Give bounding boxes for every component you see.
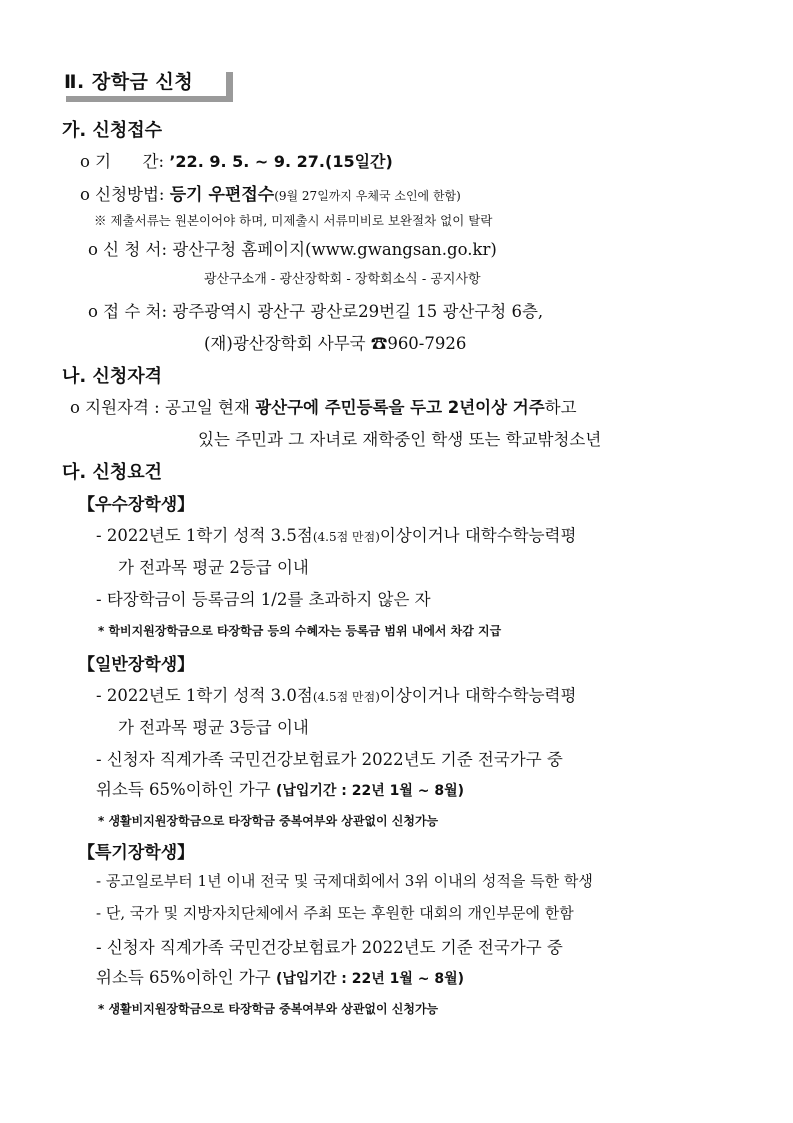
eligibility-text-post: 하고 <box>544 398 577 417</box>
excellent-line3: - 타장학금이 등록금의 1/2를 초과하지 않은 자 <box>96 590 431 609</box>
special-line2: - 단, 국가 및 지방자치단체에서 주최 또는 후원한 대회의 개인부문에 한함 <box>96 904 574 922</box>
excellent-line1-scale: (4.5점 만점) <box>312 530 380 544</box>
section-title: Ⅱ. 장학금 신청 <box>64 71 194 93</box>
eligibility-line2: 있는 주민과 그 자녀로 재학중인 학생 또는 학교밖청소년 <box>198 430 602 449</box>
general-line1-scale: (4.5점 만점) <box>312 690 380 704</box>
excellent-line1: - 2022년도 1학기 성적 3.5점 <box>96 526 313 545</box>
period-value: ’22. 9. 5. ~ 9. 27.(15일간) <box>169 152 393 171</box>
docs-note: ※ 제출서류는 원본이어야 하며, 미제출시 서류미비로 보완절차 없이 탈락 <box>94 213 493 228</box>
general-line1-rest: 이상이거나 대학수학능력평 <box>379 686 577 705</box>
special-line4: 위소득 65%이하인 가구 <box>96 968 271 987</box>
eligibility-text-pre: 공고일 현재 <box>165 398 256 417</box>
heading-eligibility: 나. 신청자격 <box>62 366 163 387</box>
method-label: o 신청방법: <box>80 185 165 204</box>
title-shadow <box>66 96 233 102</box>
excellent-line1-rest: 이상이거나 대학수학능력평 <box>379 526 577 545</box>
general-line1: - 2022년도 1학기 성적 3.0점 <box>96 686 313 705</box>
method-note: (9월 27일까지 우체국 소인에 한함) <box>274 189 461 203</box>
general-line4: 위소득 65%이하인 가구 <box>96 780 271 799</box>
special-line1: - 공고일로부터 1년 이내 전국 및 국제대회에서 3위 이내의 성적을 득한 학생 <box>96 872 593 890</box>
recv-office: (재)광산장학회 사무국 ☎960-7926 <box>204 334 467 353</box>
form-label: o 신 청 서: <box>88 240 168 259</box>
heading-application: 가. 신청접수 <box>62 120 163 141</box>
general-line3: - 신청자 직계가족 국민건강보험료가 2022년도 기준 전국가구 중 <box>96 750 563 769</box>
form-path: 광산구소개 - 광산장학회 - 장학회소식 - 공지사항 <box>204 272 481 287</box>
excellent-title: 【우수장학생】 <box>78 495 195 515</box>
general-payment-period: (납입기간 : 22년 1월 ~ 8월) <box>275 783 465 799</box>
excellent-line2: 가 전과목 평균 2등급 이내 <box>118 558 309 577</box>
heading-requirements: 다. 신청요건 <box>62 462 163 483</box>
general-title: 【일반장학생】 <box>78 655 195 675</box>
method-value: 등기 우편접수 <box>169 185 275 205</box>
special-line3: - 신청자 직계가족 국민건강보험료가 2022년도 기준 전국가구 중 <box>96 938 563 957</box>
recv-address: 광주광역시 광산구 광산로29번길 15 광산구청 6층, <box>172 302 544 321</box>
special-title: 【특기장학생】 <box>78 843 195 863</box>
recv-label: o 접 수 처: <box>88 302 168 321</box>
general-note: * 생활비지원장학금으로 타장학금 중복여부와 상관없이 신청가능 <box>98 814 439 828</box>
special-payment-period: (납입기간 : 22년 1월 ~ 8월) <box>275 971 465 987</box>
form-value: 광산구청 홈페이지(www.gwangsan.go.kr) <box>172 240 497 259</box>
general-line2: 가 전과목 평균 3등급 이내 <box>118 718 309 737</box>
eligibility-label: o 지원자격 : <box>70 398 160 417</box>
period-label: o 기 간: <box>80 152 165 171</box>
excellent-note: * 학비지원장학금으로 타장학금 등의 수혜자는 등록금 범위 내에서 차감 지급 <box>98 624 502 638</box>
special-note: * 생활비지원장학금으로 타장학금 중복여부와 상관없이 신청가능 <box>98 1002 439 1016</box>
eligibility-text-bold: 광산구에 주민등록을 두고 2년이상 거주 <box>255 398 545 417</box>
